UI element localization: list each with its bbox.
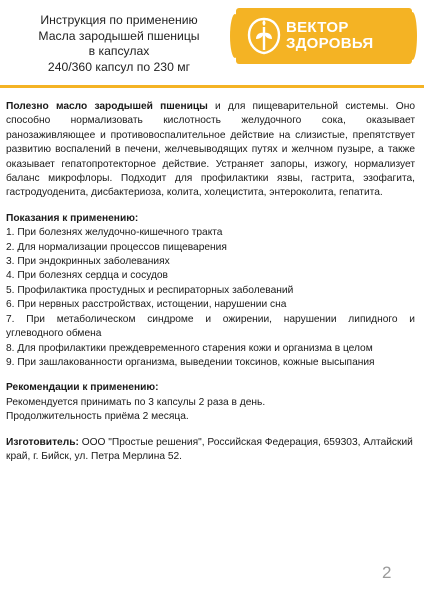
title-line-2: Масла зародышей пшеницы xyxy=(38,28,200,43)
intro-paragraph xyxy=(6,100,415,201)
page-number: 2 xyxy=(382,563,392,582)
header-divider xyxy=(0,85,424,88)
list-item: 4. При болезнях сердца и сосудов xyxy=(6,270,168,282)
list-item: 2. Для нормализации процессов пищеварения xyxy=(6,241,227,253)
recommendation-line-1: Рекомендуется принимать по 3 капсулы 2 раза в день. xyxy=(6,396,266,408)
list-item: 1. При болезнях желудочно-кишечного тракта xyxy=(6,227,223,239)
document-body xyxy=(6,100,415,464)
wheat-leaf-icon xyxy=(246,17,282,55)
list-item: 9. При зашлакованности организма, выведении токсинов, кожные высыпания xyxy=(6,356,375,368)
brand-line-1: ВЕКТОР xyxy=(286,19,349,36)
brand-logo xyxy=(236,8,412,64)
list-item: 8. Для профилактики преждевременного старения кожи и организма в целом xyxy=(6,342,373,354)
title-line-1: Инструкция по применению xyxy=(40,13,198,27)
manufacturer-text: ООО "Простые решения", Российская Федерация, 659303, Алтайский край, г. Бийск, ул. Петра Мерлина 52. xyxy=(6,436,413,462)
indications-title: Показания к применению: xyxy=(6,212,139,224)
manufacturer-title: Изготовитель: xyxy=(6,436,79,448)
intro-text: и для пищеварительной системы. Оно способно нормализовать кислотность желудочного сока, оказывает ранозаживляющее и противовоспалительное действие на слизистые, препятствует развитию воспалений в печени, желчевыводящих путях и желчном пузыре, а также оказывает гепатопротекторное действие. Устраняет запоры, изжогу, нормализует баланс микрофлоры. Подходит для профилактики язвы, гастрита, эзофагита, гастродуоденита, дисбактериоза, колита, холецистита, энтероколита, гепатита. xyxy=(6,101,415,199)
recommendation-line-2: Продолжительность приёма 2 месяца. xyxy=(6,411,189,423)
list-item: 5. Профилактика простудных и респираторных заболеваний xyxy=(6,284,294,296)
header xyxy=(0,0,424,94)
recommendations-title: Рекомендации к применению: xyxy=(6,382,159,394)
list-item: углеводного обмена xyxy=(6,328,102,340)
list-item: 6. При нервных расстройствах, истощении, нарушении сна xyxy=(6,299,287,311)
list-item: 7. При метаболическом синдроме и ожирении, нарушении липидного и xyxy=(6,313,415,325)
indications-list xyxy=(6,226,415,370)
brand-name xyxy=(286,20,373,52)
intro-lead: Полезно масло зародышей пшеницы xyxy=(6,101,208,112)
list-item: 3. При эндокринных заболеваниях xyxy=(6,256,170,268)
brand-line-2: ЗДОРОВЬЯ xyxy=(286,35,374,52)
manufacturer-block xyxy=(6,436,415,465)
title-line-4: 240/360 капсул по 230 мг xyxy=(47,59,191,74)
title-line-3: в капсулах xyxy=(88,44,150,58)
document-title xyxy=(14,13,224,75)
